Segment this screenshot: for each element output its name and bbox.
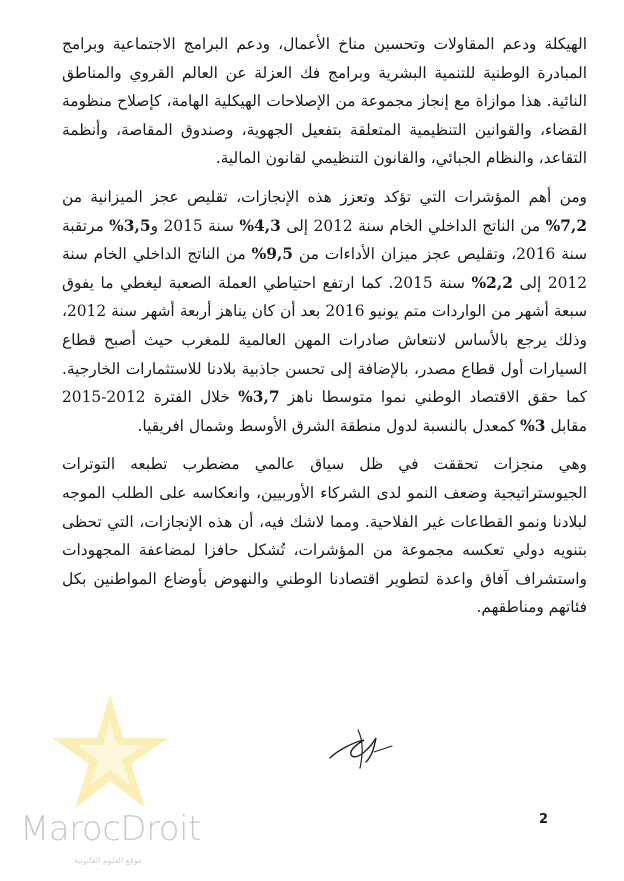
text-run: سنة 2015. كما ارتفع احتياطي العملة الصعبة ليغطي ما يفوق سبعة أشهر من الواردات متم يونيو 2016 بعد أن كان يناهز أربعة أشهر سنة 2012، وذلك يرجع بالأساس لانتعاش صادرات المهن العالمية للمغرب حيث أصبح قطاع السيارات أول قطاع مصدر، بالإضافة إلى تحسن جاذبية بلادنا للاستثمارات الخارجية. كما حقق الاقتصاد الوطني نموا متوسطا ناهز — [62, 273, 587, 407]
text-run: من الناتج الداخلي الخام سنة 2012 إلى — [62, 245, 587, 292]
paragraph-2 — [62, 183, 587, 440]
page-number: 2 — [539, 812, 549, 827]
text-run: خلال الفترة 2012-2015 مقابل — [62, 388, 587, 435]
marocdroit-watermark — [0, 690, 240, 881]
paragraph-1: الهيكلة ودعم المقاولات وتحسين مناخ الأعمال، ودعم البرامج الاجتماعية وبرامج المبادرة الوطنية للتنمية البشرية وبرامج فك العزلة عن العالم القروي والمناطق النائية. هذا موازاة مع إنجاز مجموعة من الإصلاحات الهيكلية الهامة، كإصلاح منظومة القضاء، والقوانين التنظيمية المتعلقة بتفعيل الجهوية، وصندوق المقاصة، وأنظمة التقاعد، والنظام الجبائي، والقانون التنظيمي لقانون المالية. — [62, 35, 587, 168]
watermark-brand: MarocDroit — [20, 809, 201, 849]
percent-value: 3% — [520, 416, 546, 435]
percent-value: 2,2% — [471, 273, 513, 292]
percent-value: 4,3% — [239, 216, 281, 235]
star-logo-icon — [22, 690, 172, 820]
watermark-tagline: موقع العلوم القانونية — [73, 856, 143, 865]
percent-value: 9,5% — [251, 245, 294, 264]
text-run: ومن أهم المؤشرات التي تؤكد وتعزز هذه الإنجازات، تقليص عجز الميزانية من — [62, 187, 587, 206]
percent-value: 3,5% — [109, 216, 151, 235]
percent-value: 3,7% — [238, 388, 280, 407]
document-body — [62, 30, 587, 632]
paragraph-3: وهي منجزات تحققت في ظل سياق عالمي مضطرب تطبعه التوترات الجيوستراتيجية وضعف النمو لدى الشركاء الأوربيين، وانعكاسه على الطلب الموجه لبلادنا ونمو القطاعات غير الفلاحية. ومما لاشك فيه، أن هذه الإنجازات، التي تحظى بتنويه دولي تعكسه مجموعة من المؤشرات، تُشكل حافزا لمضاعفة المجهودات واستشراف آفاق واعدة لتطوير اقتصادنا الوطني والنهوض بأوضاع المواطنين بكل فئاتهم ومناطقهم. — [62, 455, 587, 617]
percent-value: 7,2% — [545, 216, 588, 235]
text-run: من الناتج الداخلي الخام سنة 2012 إلى — [280, 216, 546, 235]
text-run: كمعدل بالنسبة لدول منطقة الشرق الأوسط وشمال افريقيا. — [137, 416, 521, 435]
signature-mark-icon — [318, 712, 398, 772]
text-run: مرتقبة سنة 2016، وتقليص عجز ميزان الأداءات من — [62, 216, 587, 264]
text-run: سنة 2015 و — [150, 216, 240, 235]
